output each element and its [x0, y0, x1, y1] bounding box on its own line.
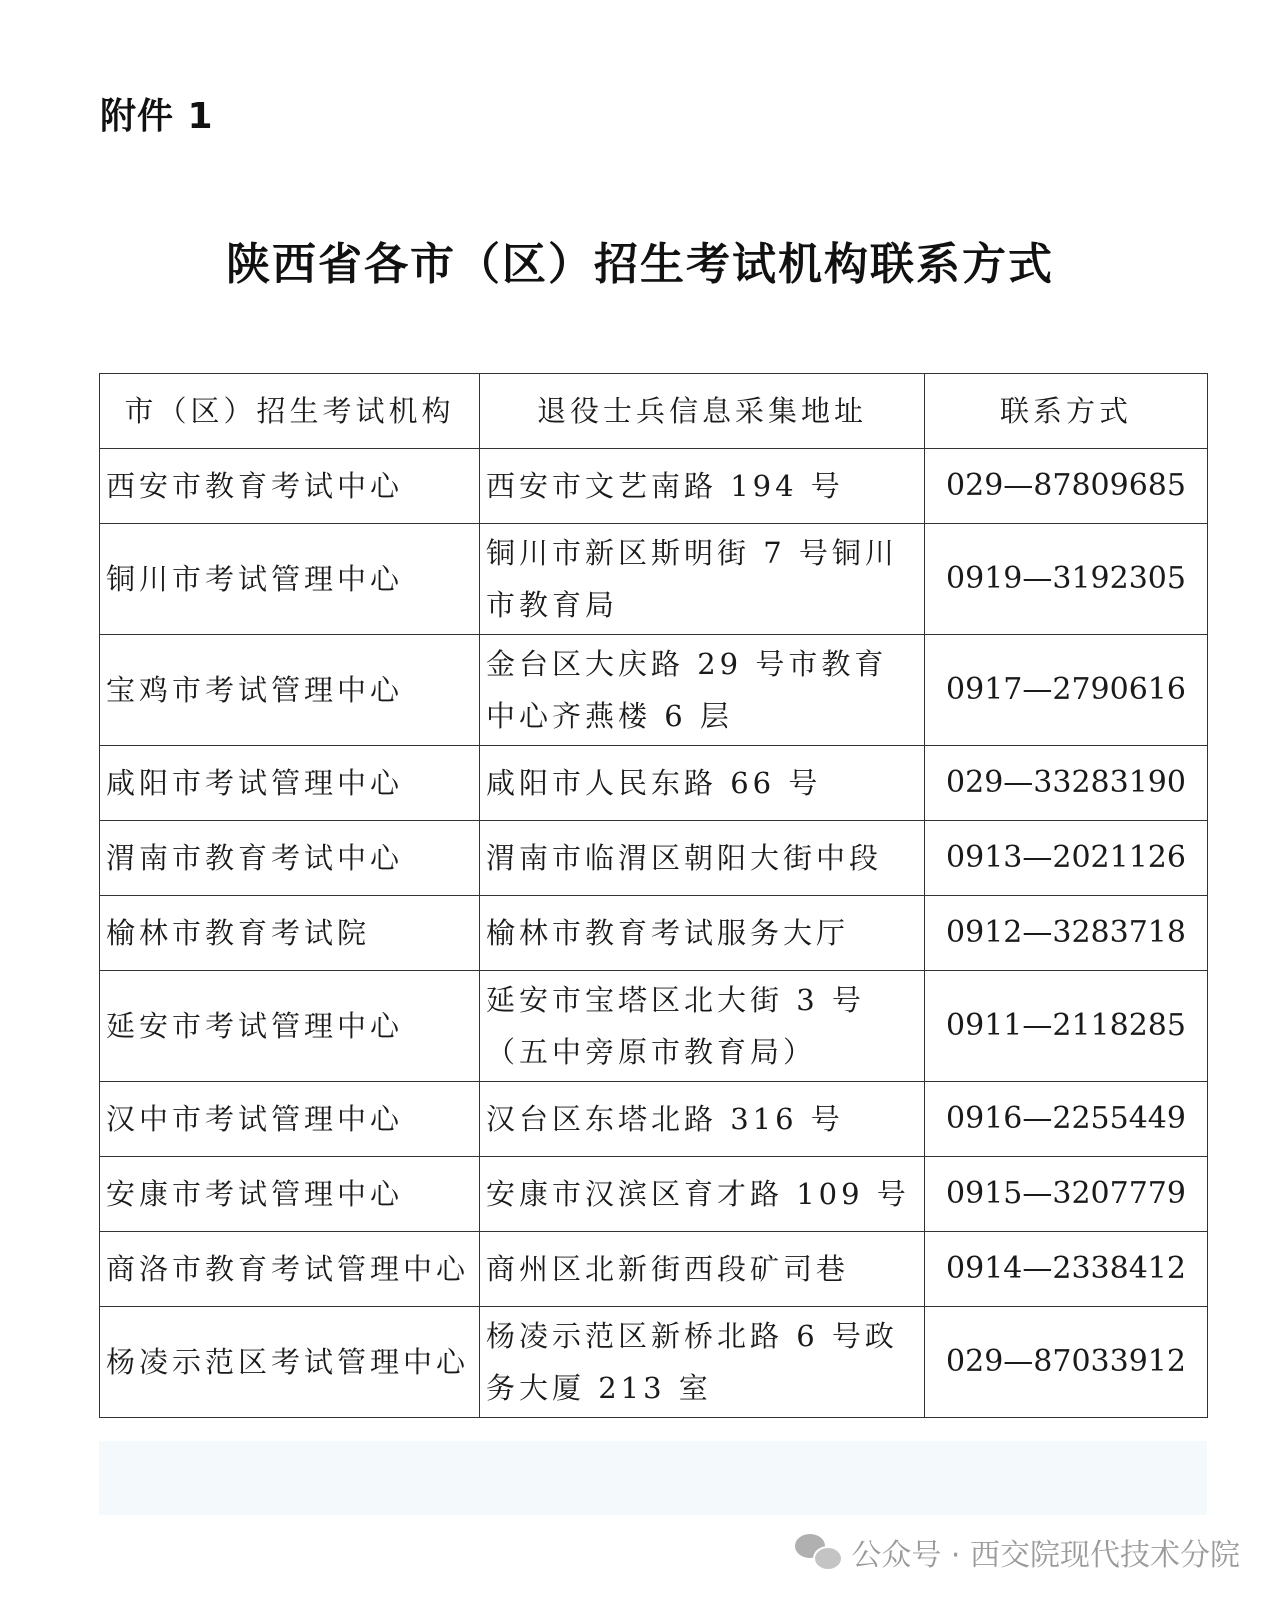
- table-row: [100, 1232, 1208, 1307]
- table-row: [100, 896, 1208, 971]
- org-cell: 商洛市教育考试管理中心: [100, 1232, 480, 1307]
- table-row: [100, 635, 1208, 746]
- bottom-shade-band: [99, 1441, 1207, 1515]
- phone-cell: 029—87033912: [925, 1307, 1208, 1418]
- phone-cell: 0919—3192305: [925, 524, 1208, 635]
- phone-cell: 0917—2790616: [925, 635, 1208, 746]
- table-row: [100, 746, 1208, 821]
- org-cell: 宝鸡市考试管理中心: [100, 635, 480, 746]
- org-cell: 铜川市考试管理中心: [100, 524, 480, 635]
- address-cell: 榆林市教育考试服务大厅: [480, 896, 925, 971]
- column-header-address: 退役士兵信息采集地址: [480, 374, 925, 449]
- phone-cell: 0915—3207779: [925, 1157, 1208, 1232]
- contact-table: [99, 373, 1208, 1418]
- table-row: [100, 821, 1208, 896]
- watermark: [795, 1530, 1240, 1574]
- phone-cell: 0914—2338412: [925, 1232, 1208, 1307]
- org-cell: 西安市教育考试中心: [100, 449, 480, 524]
- address-cell: 延安市宝塔区北大街 3 号（五中旁原市教育局）: [480, 971, 925, 1082]
- table-row: [100, 1082, 1208, 1157]
- org-cell: 延安市考试管理中心: [100, 971, 480, 1082]
- phone-cell: 029—33283190: [925, 746, 1208, 821]
- watermark-text: 公众号 · 西交院现代技术分院: [851, 1538, 1240, 1573]
- wechat-icon: [795, 1532, 843, 1572]
- table-row: [100, 449, 1208, 524]
- org-cell: 榆林市教育考试院: [100, 896, 480, 971]
- address-cell: 汉台区东塔北路 316 号: [480, 1082, 925, 1157]
- attachment-label: 附件 1: [100, 96, 214, 137]
- org-cell: 咸阳市考试管理中心: [100, 746, 480, 821]
- org-cell: 汉中市考试管理中心: [100, 1082, 480, 1157]
- column-header-org: 市（区）招生考试机构: [100, 374, 480, 449]
- address-cell: 杨凌示范区新桥北路 6 号政务大厦 213 室: [480, 1307, 925, 1418]
- column-header-phone: 联系方式: [925, 374, 1208, 449]
- table-header-row: [100, 374, 1208, 449]
- table-row: [100, 971, 1208, 1082]
- org-cell: 渭南市教育考试中心: [100, 821, 480, 896]
- phone-cell: 0916—2255449: [925, 1082, 1208, 1157]
- address-cell: 金台区大庆路 29 号市教育中心齐燕楼 6 层: [480, 635, 925, 746]
- address-cell: 咸阳市人民东路 66 号: [480, 746, 925, 821]
- table-row: [100, 524, 1208, 635]
- org-cell: 安康市考试管理中心: [100, 1157, 480, 1232]
- phone-cell: 029—87809685: [925, 449, 1208, 524]
- phone-cell: 0912—3283718: [925, 896, 1208, 971]
- address-cell: 西安市文艺南路 194 号: [480, 449, 925, 524]
- address-cell: 铜川市新区斯明街 7 号铜川市教育局: [480, 524, 925, 635]
- phone-cell: 0913—2021126: [925, 821, 1208, 896]
- page-title: 陕西省各市（区）招生考试机构联系方式: [226, 239, 1054, 290]
- address-cell: 安康市汉滨区育才路 109 号: [480, 1157, 925, 1232]
- phone-cell: 0911—2118285: [925, 971, 1208, 1082]
- address-cell: 商州区北新街西段矿司巷: [480, 1232, 925, 1307]
- table-row: [100, 1307, 1208, 1418]
- org-cell: 杨凌示范区考试管理中心: [100, 1307, 480, 1418]
- address-cell: 渭南市临渭区朝阳大街中段: [480, 821, 925, 896]
- table-row: [100, 1157, 1208, 1232]
